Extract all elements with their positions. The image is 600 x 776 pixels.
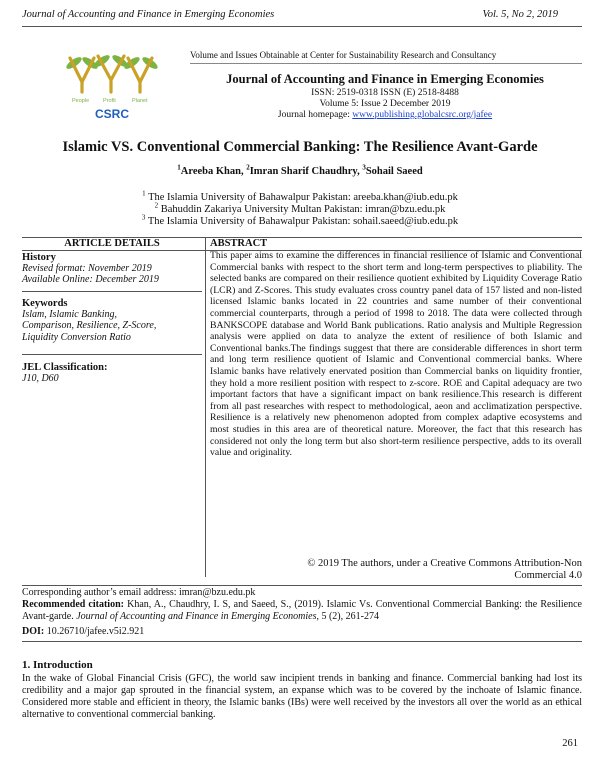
author-name: Imran Sharif Chaudhry, — [249, 166, 363, 177]
affiliation-1 — [0, 189, 600, 203]
affiliation-text: The Islamia University of Bahawalpur Pakistan: sohail.saeed@iub.edu.pk — [147, 216, 459, 227]
jel-codes: J10, D60 — [22, 373, 59, 385]
author-name: Areeba Khan, — [180, 166, 247, 177]
citation-volume: , 5 (2), 261-274 — [316, 610, 379, 622]
abstract-text: This paper aims to examine the differences in financial resilience of Islamic and Conventional Commercial banks with respect to the short term and long-term perspectives to pliability. The selected banks are compared on their resilience quotient exhibited by Liquidity Coverage Ratio (LCR) and Z-Scores. This study evaluates cross country panel data of 157 listed and non-listed licensed Islamic banks located in 22 countries and same number of their conventional commercial counterparts, through a period of 1998 to 2018. The data were collected through BANKSCOPE database and World Bank publications. Ratio analysis and Multiple Regression analysis were applied on data to analyze the extent of resilience of both Islamic and Conventional banks.The findings suggest that there are considerable differences in short term and long term resilience quotient of Islamic and Conventional commercial banks. Where Islamic banks have relatively enervated position than Commercial banks on liquidity frontier, they hold a more resilient position with respect to z-score. ROE and Capital adequacy are two important factors that have a significant impact on bank resilience.This research is different from all past researches with respect to methodological, aeon and acclimatization perspective. Resilience is a relatively new phenomenon adopted from complex adaptive ecosystems and most studies in this area are of theoretical nature. Moreover, the fact that this research has considered not only the long term but also short-term resilience perspective, adds to its overall value and originality. — [210, 250, 582, 459]
journal-header-rule — [190, 63, 582, 64]
affiliation-3 — [0, 213, 600, 227]
page-number: 261 — [562, 738, 578, 749]
journal-issn: ISSN: 2519-0318 ISSN (E) 2518-8488 — [311, 88, 459, 98]
keywords-separator — [22, 354, 202, 355]
recommended-citation — [22, 599, 582, 622]
homepage-link[interactable]: www.publishing.globalcsrc.org/jafee — [352, 110, 493, 120]
license-line-2: Commercial 4.0 — [514, 570, 582, 582]
author-name: Sohail Saeed — [365, 166, 423, 177]
affiliation-sup: 2 — [154, 201, 159, 210]
affiliation-text: Bahuddin Zakariya University Multan Pakistan: imran@bzu.edu.pk — [160, 204, 446, 215]
author-sup: 3 — [362, 163, 366, 172]
available-date: Available Online: December 2019 — [22, 274, 159, 286]
journal-title: Journal of Accounting and Finance in Emerging Economies — [226, 72, 544, 86]
csrc-logo — [64, 50, 160, 122]
journal-volume: Volume 5: Issue 2 December 2019 — [319, 99, 451, 109]
corresponding-email[interactable]: imran@bzu.edu.pk — [179, 587, 256, 598]
running-header-journal: Journal of Accounting and Finance in Emerging Economies — [22, 9, 275, 20]
keyword-line: Comparison, Resilience, Z-Score, — [22, 320, 157, 332]
keyword-line: Islam, Islamic Banking, — [22, 309, 117, 321]
article-details-heading: ARTICLE DETAILS — [64, 238, 160, 249]
corresponding-author — [22, 587, 582, 599]
affiliation-text: The Islamia University of Bahawalpur Pakistan: areeba.khan@iub.edu.pk — [148, 192, 458, 203]
author-sup: 2 — [246, 163, 250, 172]
license-notice — [210, 558, 582, 582]
citation-label: Recommended citation: — [22, 599, 128, 610]
history-separator — [22, 291, 202, 292]
history-section — [22, 252, 202, 286]
journal-homepage — [190, 110, 580, 120]
keywords-section — [22, 298, 202, 343]
author-sup: 1 — [177, 163, 181, 172]
citation-text: Khan, A., Chaudhry, I. S, and Saeed, S., (2019). Islamic Vs. Conventional Commercial Banking: the Resilience Avant-garde. — [22, 599, 582, 622]
author-list — [0, 163, 600, 177]
history-heading: History — [22, 252, 56, 263]
citation-journal: Journal of Accounting and Finance in Emerging Economies — [76, 610, 317, 622]
affiliation-2 — [0, 201, 600, 215]
jel-section — [22, 362, 202, 384]
logo-word-planet: Planet — [132, 98, 148, 104]
abstract-heading: ABSTRACT — [210, 238, 268, 249]
doi-label: DOI: — [22, 626, 47, 637]
paper-title: Islamic VS. Conventional Commercial Banking: The Resilience Avant-Garde — [62, 139, 538, 155]
citation-bottom-rule — [22, 641, 582, 642]
journal-source-line: Volume and Issues Obtainable at Center for Sustainability Research and Consultancy — [190, 50, 497, 60]
logo-word-people: People — [72, 98, 90, 104]
keyword-line: Liquidity Conversion Ratio — [22, 331, 131, 343]
keywords-heading: Keywords — [22, 298, 68, 309]
license-line-1: © 2019 The authors, under a Creative Commons Attribution-Non — [307, 558, 582, 569]
header-rule — [22, 26, 582, 27]
citation-top-rule — [22, 585, 582, 586]
running-header-volume: Vol. 5, No 2, 2019 — [482, 9, 558, 20]
logo-word-profit: Profit — [103, 98, 116, 104]
doi-value[interactable]: 10.26710/jafee.v5i2.921 — [46, 626, 145, 637]
doi-line — [22, 626, 144, 637]
homepage-label: Journal homepage: — [277, 110, 353, 120]
logo-acronym: CSRC — [94, 107, 130, 121]
column-divider — [205, 237, 206, 577]
introduction-text: In the wake of Global Financial Crisis (GFC), the world saw incipient trends in banking and finance. Commercial banking had lost its credibility and a major gap sprouted in the financial system, an expanse which was to be covered by the inchoate of Islamic finance. Considered more stable and efficient in theory, the Islamic banks (IBs) were well received by the investors all over the world as an ethical alternative to conventional commercial banking. — [22, 673, 582, 720]
revised-date: Revised format: November 2019 — [22, 263, 152, 275]
jel-heading: JEL Classification: — [22, 362, 108, 373]
introduction-heading: 1. Introduction — [22, 659, 93, 671]
affiliation-sup: 1 — [142, 189, 146, 198]
affiliation-sup: 3 — [141, 213, 146, 222]
corresponding-label: Corresponding author’s email address: — [22, 587, 180, 598]
